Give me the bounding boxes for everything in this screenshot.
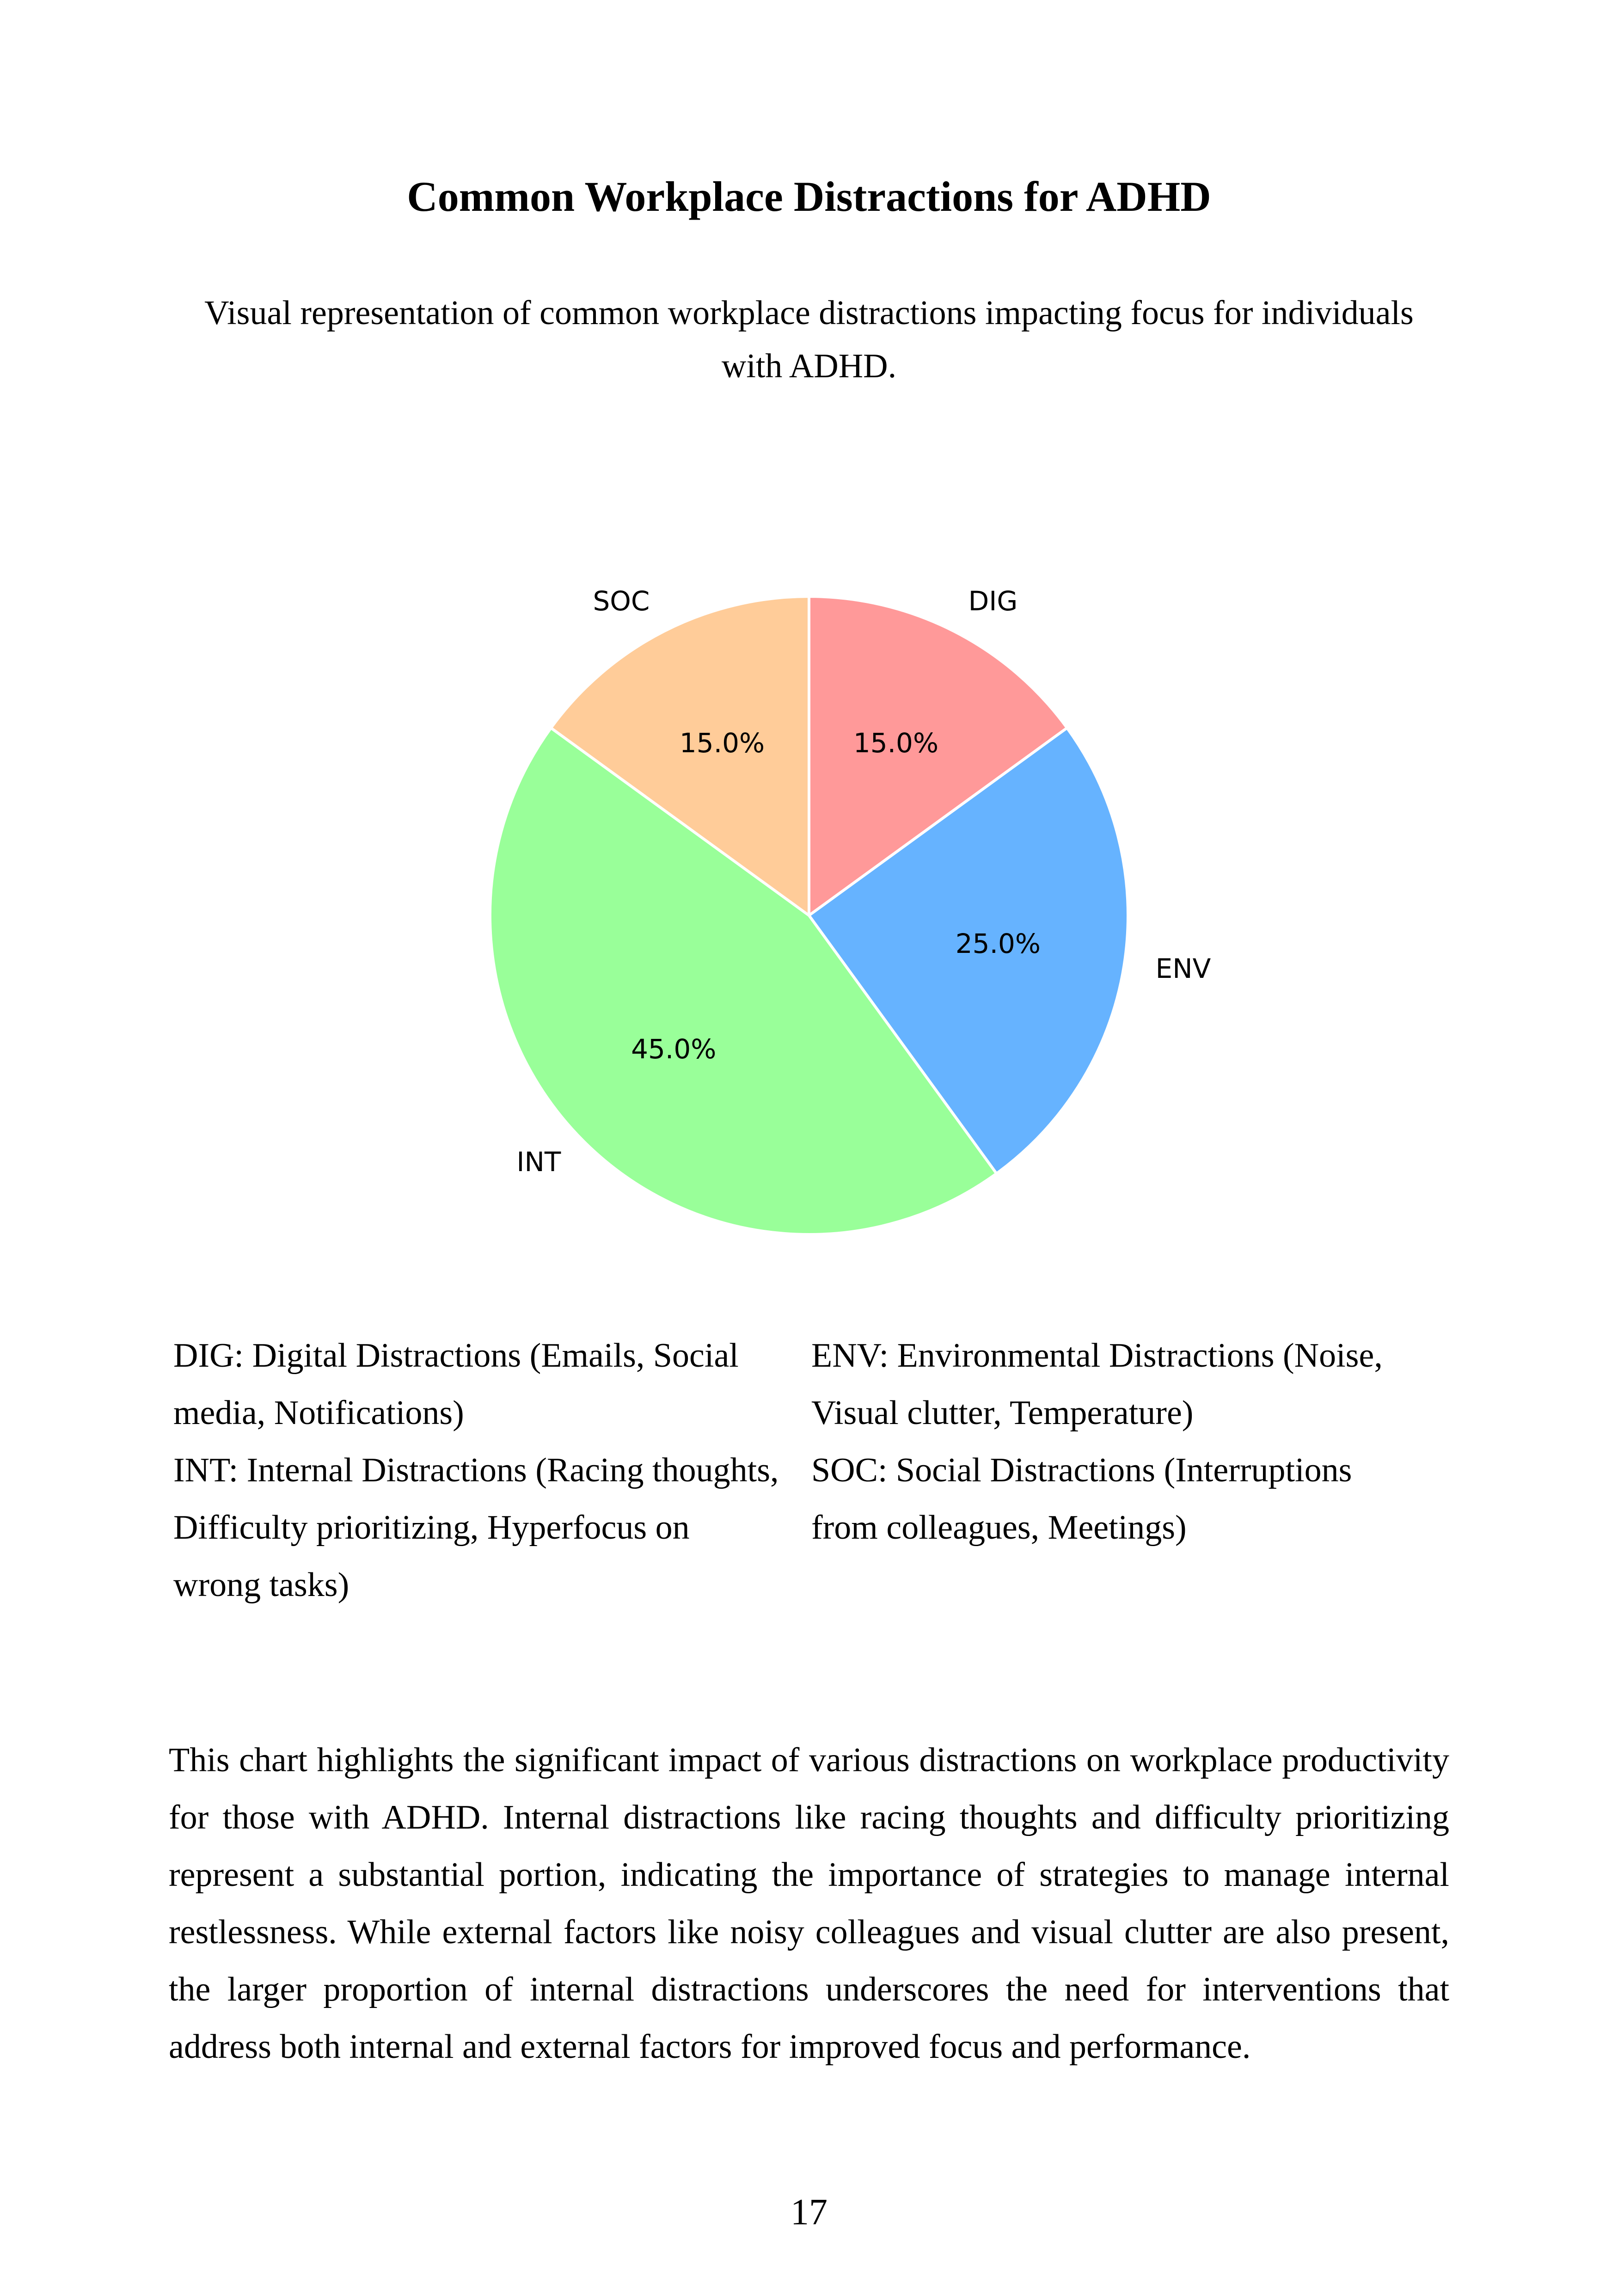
body-paragraph: This chart highlights the significant impact of various distractions on workplace productivity for those with ADHD. Internal distractions like racing thoughts and difficulty prioritizing represent a substantial portion, indicating the importance of strategies to manage internal restlessness. While external factors like noisy colleagues and visual clutter are also present, the larger proportion of internal distractions underscores the need for interventions that address both internal and external factors for improved focus and performance.: [169, 1741, 1449, 2066]
legend-item-dig: DIG: Digital Distractions (Emails, Social media, Notifications): [173, 1337, 739, 1432]
slice-label-env: ENV: [1155, 952, 1211, 984]
page-title: Common Workplace Distractions for ADHD: [407, 173, 1211, 220]
pie-chart: [0, 546, 1618, 1285]
slice-label-dig: DIG: [968, 585, 1018, 617]
page-number: 17: [791, 2192, 827, 2233]
slice-percent-env: 25.0%: [955, 927, 1041, 959]
slice-percent-int: 45.0%: [631, 1033, 717, 1065]
slice-percent-dig: 15.0%: [853, 727, 939, 759]
category-legend: [173, 1327, 1449, 1614]
slice-label-soc: SOC: [593, 585, 650, 617]
legend-column-left: [173, 1327, 811, 1614]
legend-item-int: INT: Internal Distractions (Racing thoughts, Difficulty prioritizing, Hyperfocus on wrong tasks): [173, 1451, 779, 1604]
slice-label-int: INT: [516, 1146, 561, 1178]
legend-column-right: [811, 1327, 1449, 1614]
legend-item-soc: SOC: Social Distractions (Interruptions from colleagues, Meetings): [811, 1451, 1352, 1547]
legend-item-env: ENV: Environmental Distractions (Noise, Visual clutter, Temperature): [811, 1337, 1383, 1432]
slice-percent-soc: 15.0%: [679, 727, 765, 759]
chart-subtitle: Visual representation of common workplace distractions impacting focus for individuals with ADHD.: [204, 294, 1414, 385]
